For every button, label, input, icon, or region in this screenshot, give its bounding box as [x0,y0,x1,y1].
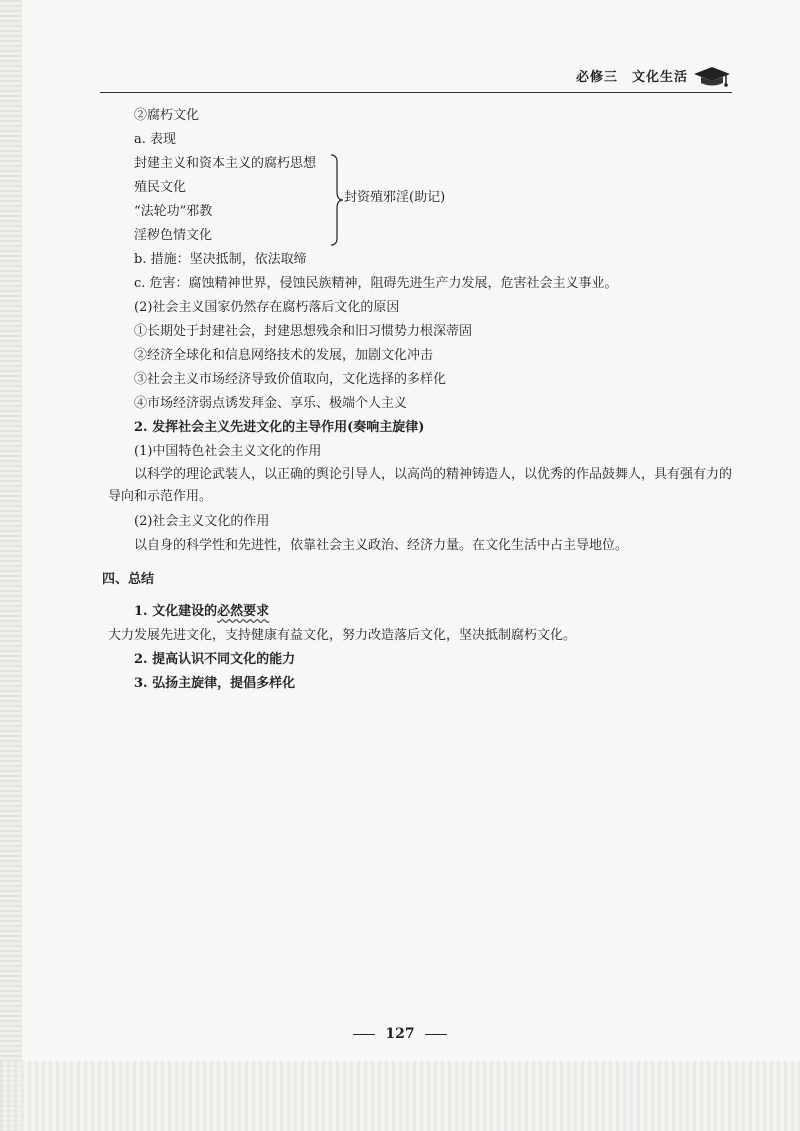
header-title [576,66,688,85]
reason-item: ③社会主义市场经济导致价值取向，文化选择的多样化 [134,372,447,387]
header-book: 必修三 [575,70,618,85]
reason-item: ②经济全球化和信息网络技术的发展，加剧文化冲击 [134,348,434,363]
reason-item: ①长期处于封建社会，封建思想残余和旧习惯势力根深蒂固 [134,324,473,339]
summary-title: 四、总结 [102,572,155,587]
graduation-cap-icon [692,62,732,88]
brace-item: 封建主义和资本主义的腐朽思想 [134,156,317,171]
summary-item-1-prefix: 1. 文化建设的 [134,604,218,619]
mnemonic-label: 封资殖邪淫(助记) [344,190,446,205]
sub-1-text: 以科学的理论武装人，以正确的舆论引导人，以高尚的精神铸造人，以优秀的作品鼓舞人，具有强有力的导向和示范作用。 [108,467,733,504]
point-2-note: (奏响主旋律) [347,420,425,435]
reasons-title: (2)社会主义国家仍然存在腐朽落后文化的原因 [134,300,400,315]
scan-edge-bottom [0,1061,800,1131]
sub-1-title: (1)中国特色社会主义文化的作用 [134,444,322,459]
page-number [0,1026,800,1042]
running-header [100,62,732,93]
sub-2-title: (2)社会主义文化的作用 [134,514,270,529]
page-content [102,104,738,696]
page-number-value: 127 [385,1026,415,1042]
brace-item: 淫秽色情文化 [134,228,213,243]
summary-item-1-emphasis: 必然要求 [217,604,270,619]
summary-item-1-text: 大力发展先进文化，支持健康有益文化，努力改造落后文化，坚决抵制腐朽文化。 [108,628,577,643]
page-number-dash-left [353,1034,375,1035]
decadent-culture-title: ②腐朽文化 [134,108,200,123]
brace-item: “法轮功”邪教 [134,204,213,219]
page-number-dash-right [425,1034,447,1035]
manifestation-brace-group [108,152,738,248]
reason-item: ④市场经济弱点诱发拜金、享乐、极端个人主义 [134,396,408,411]
brace-item: 殖民文化 [134,180,187,195]
measures-line: b. 措施：坚决抵制，依法取缔 [134,252,307,267]
sub-2-text: 以自身的科学性和先进性，依靠社会主义政治、经济力量。在文化生活中占主导地位。 [134,538,629,553]
point-2-heading [108,416,738,440]
summary-item-2: 2. 提高认识不同文化的能力 [134,652,296,667]
summary-item-1 [108,600,738,624]
header-subject: 文化生活 [631,70,688,85]
right-brace [330,154,344,246]
summary-item-3: 3. 弘扬主旋律，提倡多样化 [134,676,296,691]
manifestation-label: a. 表现 [134,132,177,147]
scan-edge-left [0,0,22,1131]
point-2-title: 2. 发挥社会主义先进文化的主导作用 [134,420,348,435]
harm-line: c. 危害：腐蚀精神世界，侵蚀民族精神，阻碍先进生产力发展，危害社会主义事业。 [134,276,618,291]
